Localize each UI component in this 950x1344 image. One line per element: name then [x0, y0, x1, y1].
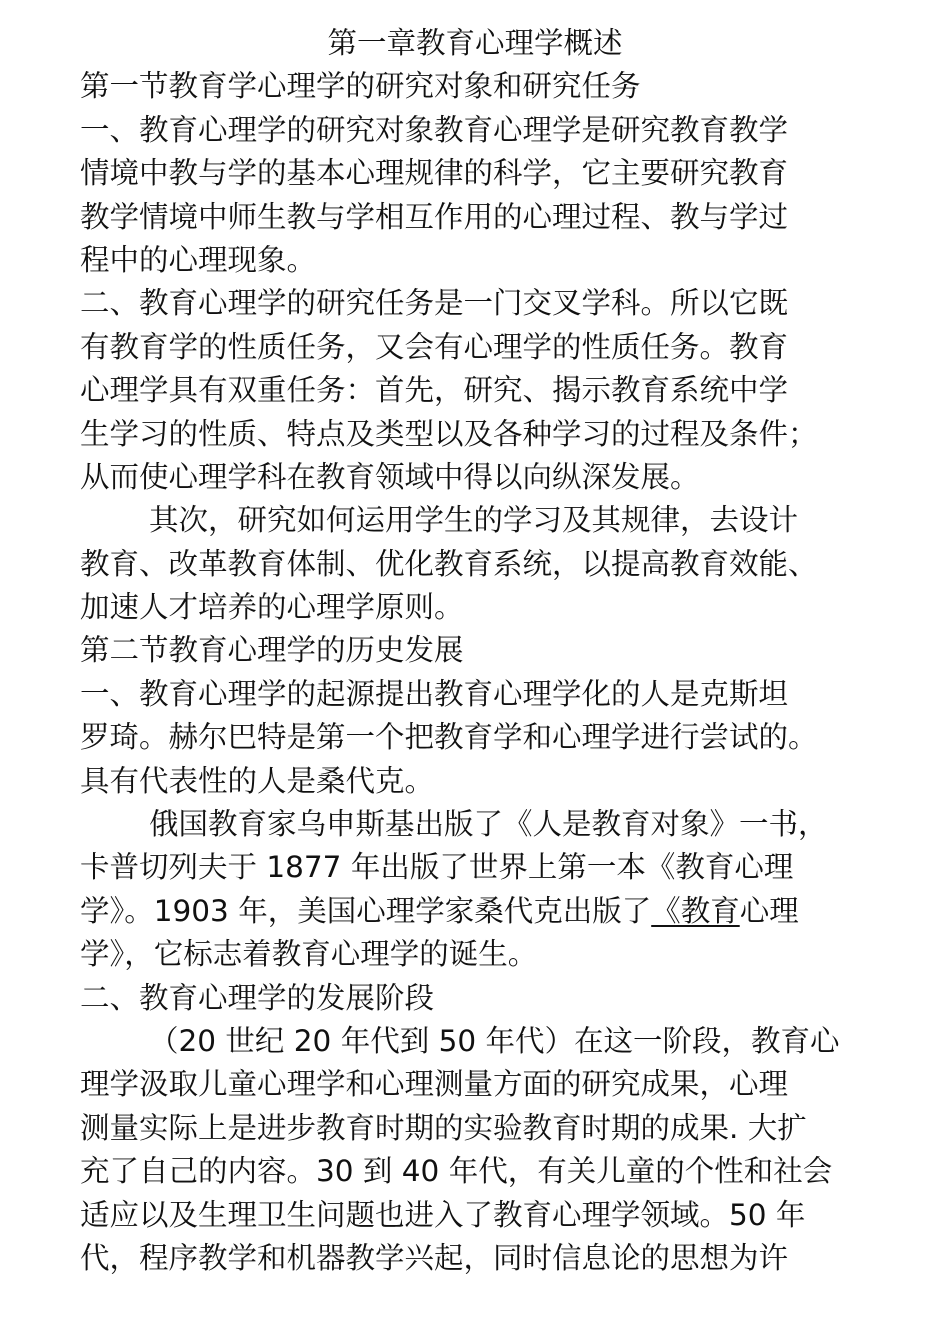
text-line: 教育、改革教育体制、优化教育系统，以提高教育效能、	[80, 546, 818, 581]
text-line: 教学情境中师生教与学相互作用的心理过程、教与学过	[80, 199, 789, 234]
text-line: 生学习的性质、特点及类型以及各种学习的过程及条件；	[80, 416, 818, 451]
text-line: 学》，它标志着教育心理学的诞生。	[80, 937, 538, 972]
text-line: 代，程序教学和机器教学兴起，同时信息论的思想为许	[80, 1240, 789, 1275]
text-line: 具有代表性的人是桑代克。	[80, 763, 435, 798]
section-heading: 第二节教育心理学的历史发展	[80, 633, 464, 668]
document-page	[80, 22, 890, 1280]
text-line: 适应以及生理卫生问题也进入了教育心理学领域。50 年	[80, 1197, 806, 1232]
text-line: 测量实际上是进步教育时期的实验教育时期的成果. 大扩	[80, 1110, 807, 1145]
text-line	[80, 890, 890, 933]
text-line: 加速人才培养的心理学原则。	[80, 590, 464, 625]
text-line: 情境中教与学的基本心理规律的科学，它主要研究教育	[80, 156, 789, 191]
section-heading: 第一节教育学心理学的研究对象和研究任务	[80, 69, 641, 104]
text-segment: 学》。1903 年，美国心理学家桑代克出版了	[80, 893, 652, 928]
text-line: 卡普切列夫于 1877 年出版了世界上第一本《教育心理	[80, 850, 794, 885]
text-line: 罗琦。赫尔巴特是第一个把教育学和心理学进行尝试的。	[80, 720, 818, 755]
text-segment: 心理	[739, 893, 799, 928]
text-line: 从而使心理学科在教育领域中得以向纵深发展。	[80, 459, 700, 494]
underlined-book-title: 《教育	[651, 893, 740, 928]
text-line: 充了自己的内容。30 到 40 年代，有关儿童的个性和社会	[80, 1154, 833, 1189]
text-line: 理学汲取儿童心理学和心理测量方面的研究成果，心理	[80, 1067, 789, 1102]
chapter-title: 第一章教育心理学概述	[327, 26, 623, 60]
text-line: 一、教育心理学的起源提出教育心理学化的人是克斯坦	[80, 676, 789, 711]
text-line: 程中的心理现象。	[80, 242, 317, 277]
text-line: （20 世纪 20 年代到 50 年代）在这一阶段，教育心	[149, 1023, 840, 1058]
text-line: 俄国教育家乌申斯基出版了《人是教育对象》一书，	[149, 807, 828, 842]
text-line: 二、教育心理学的研究任务是一门交叉学科。所以它既	[80, 286, 789, 321]
text-line: 二、教育心理学的发展阶段	[80, 980, 435, 1015]
text-line: 一、教育心理学的研究对象教育心理学是研究教育教学	[80, 112, 789, 147]
text-line: 心理学具有双重任务：首先，研究、揭示教育系统中学	[80, 373, 789, 408]
document-body	[80, 65, 890, 1280]
text-line: 其次，研究如何运用学生的学习及其规律，去设计	[149, 503, 799, 538]
text-line: 有教育学的性质任务，又会有心理学的性质任务。教育	[80, 329, 789, 364]
